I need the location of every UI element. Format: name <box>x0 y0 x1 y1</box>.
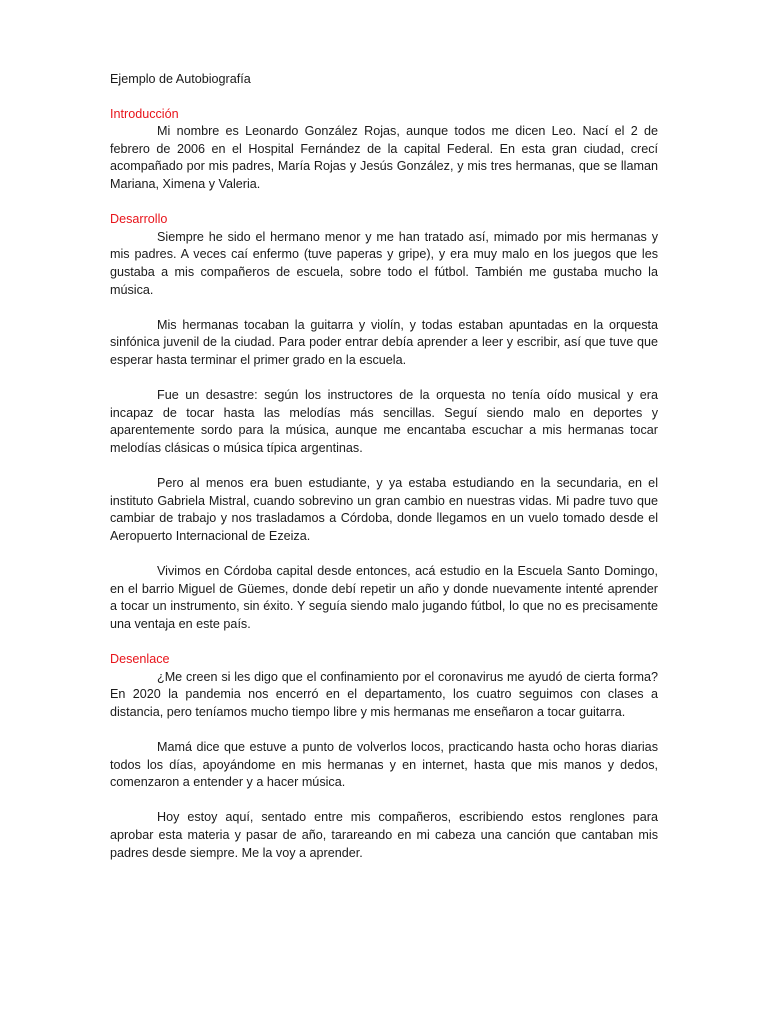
paragraph: Mi nombre es Leonardo González Rojas, aunque todos me dicen Leo. Nací el 2 de febrero de 2006 en el Hospital Fernández de la capital Federal. En esta gran ciudad, crecí acompañado por mis padres, María Rojas y Jesús González, y mis tres hermanas, que se llaman Mariana, Ximena y Valeria. <box>110 124 658 191</box>
paragraph: Pero al menos era buen estudiante, y ya estaba estudiando en la secundaria, en el instituto Gabriela Mistral, cuando sobrevino un gran cambio en nuestras vidas. Mi padre tuvo que cambiar de trabajo y nos trasladamos a Córdoba, donde llegamos en un vuelo tomado desde el Aeropuerto Internacional de Ezeiza. <box>110 476 658 543</box>
section-desarrollo <box>110 211 658 633</box>
paragraph: Siempre he sido el hermano menor y me han tratado así, mimado por mis hermanas y mis padres. A veces caí enfermo (tuve paperas y gripe), y era muy malo en los juegos que les gustaba a mis compañeros de escuela, sobre todo el fútbol. También me gustaba mucho la música. <box>110 229 658 297</box>
paragraph: ¿Me creen si les digo que el confinamiento por el coronavirus me ayudó de cierta forma? En 2020 la pandemia nos encerró en el departamento, los cuatro seguimos con clases a distancia, pero teníamos mucho tiempo libre y mis hermanas me enseñaron a tocar guitarra. <box>110 669 658 719</box>
section-heading: Desenlace <box>110 652 170 666</box>
paragraph: Mamá dice que estuve a punto de volverlos locos, practicando hasta ocho horas diarias todos los días, apoyándome en mis hermanas y en internet, hasta que mis manos y dedos, comenzaron a entender y a hacer música. <box>110 739 658 790</box>
paragraph: Fue un desastre: según los instructores de la orquesta no tenía oído musical y era incapaz de tocar hasta las melodías más sencillas. Seguí siendo malo en deportes y aparentemente sordo para la música, aunque me encantaba escuchar a mis hermanas tocar melodías clásicas o música típica argentinas. <box>110 388 658 455</box>
section-introduccion <box>110 106 658 194</box>
paragraph: Mis hermanas tocaban la guitarra y violín, y todas estaban apuntadas en la orquesta sinfónica juvenil de la ciudad. Para poder entrar debía aprender a leer y escribir, así que tuve que esperar hasta terminar el primer grado en la escuela. <box>110 317 658 367</box>
section-heading: Desarrollo <box>110 212 168 227</box>
section-desenlace <box>110 651 658 862</box>
paragraph: Vivimos en Córdoba capital desde entonces, acá estudio en la Escuela Santo Domingo, en el barrio Miguel de Güemes, donde debí repetir un año y donde nuevamente intenté aprender a tocar un instrumento, sin éxito. Y seguía siendo malo jugando fútbol, lo que no es precisamente una ventaja en este país. <box>110 564 658 631</box>
document-title: Ejemplo de Autobiografía <box>110 72 251 86</box>
document-page <box>110 71 658 880</box>
paragraph: Hoy estoy aquí, sentado entre mis compañeros, escribiendo estos renglones para aprobar esta materia y pasar de año, tarareando en mi cabeza una canción que cantaban mis padres desde siempre. Me la voy a aprender. <box>110 810 658 860</box>
section-heading: Introducción <box>110 106 179 121</box>
